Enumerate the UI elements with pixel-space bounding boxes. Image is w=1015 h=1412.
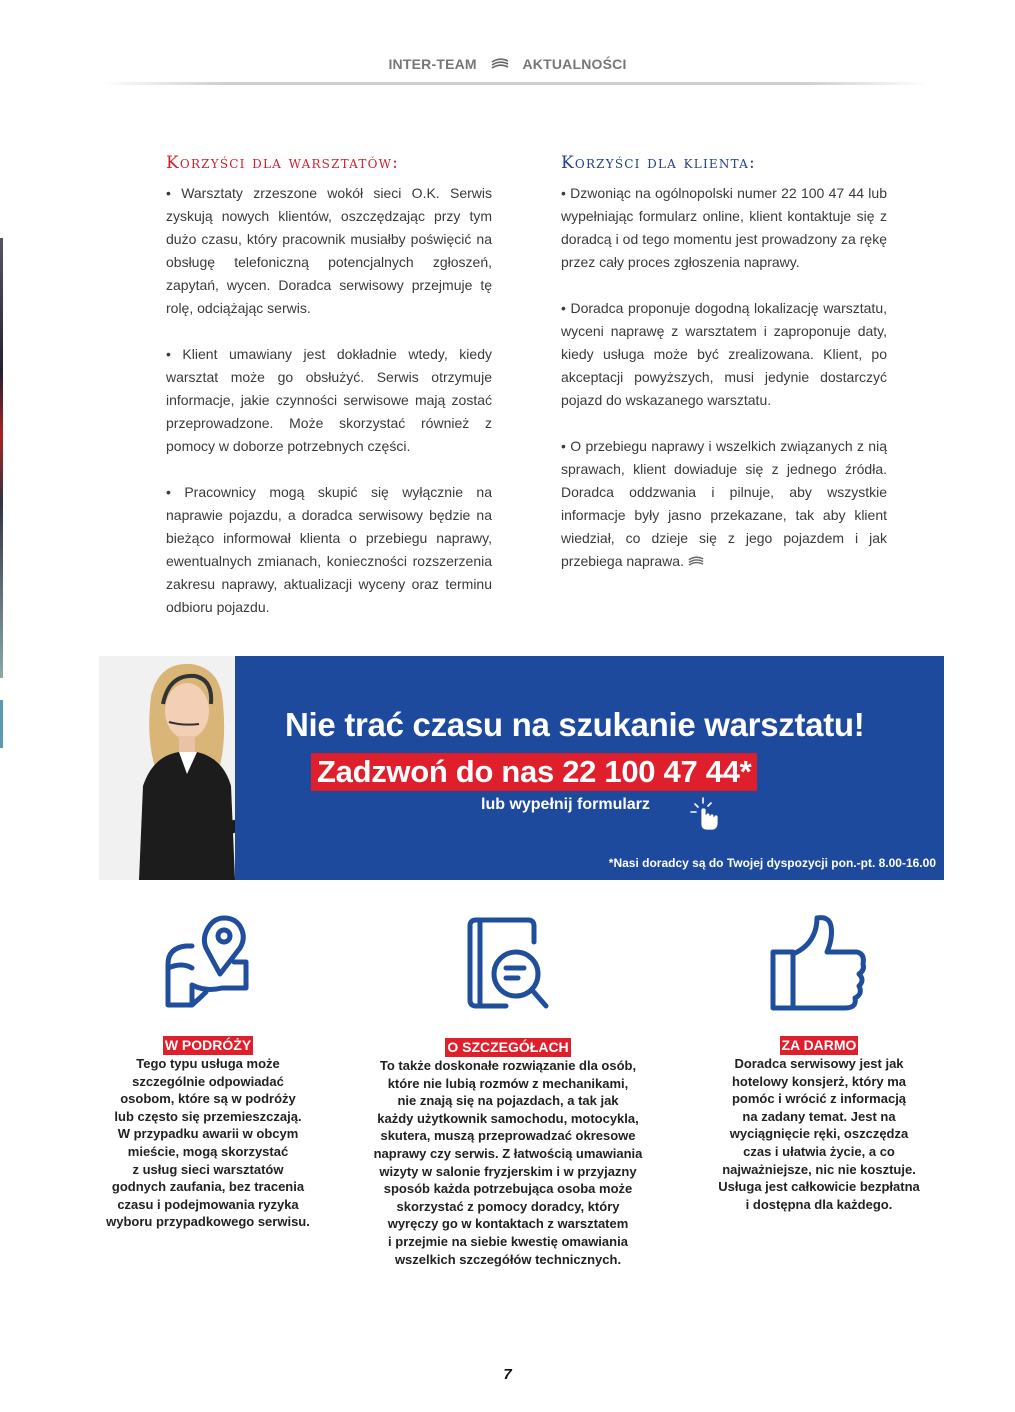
- client-benefit-paragraph: • O przebiegu naprawy i wszelkich związanych z nią sprawach, klient dowiaduje się z jednego źródła. Doradca oddzwania i pilnuje, aby wszystkie informacje były jasno przekazane, tak aby klient wiedział, co dzieje się z jego pojazdem i jak przebiega naprawa.: [561, 438, 887, 569]
- inter-team-logo-icon: [491, 58, 509, 70]
- header-brand: INTER-TEAM: [388, 56, 477, 72]
- call-banner[interactable]: [99, 656, 944, 880]
- workshop-benefit-paragraph: • Klient umawiany jest dokładnie wtedy, kiedy warsztat może go obsłużyć. Serwis otrzymuje informacje, jakie czynności serwisowe mają zostać przeprowadzone. Może skorzystać również z pomocy w doborze potrzebnych części.: [166, 346, 492, 454]
- banner-headline: Nie trać czasu na szukanie warsztatu!: [285, 706, 865, 743]
- header-section: AKTUALNOŚCI: [522, 56, 627, 72]
- feature-free: [669, 910, 969, 1213]
- feature-details: [358, 910, 658, 1268]
- page-number: 7: [503, 1366, 512, 1383]
- feature-label: O SZCZEGÓŁACH: [447, 1039, 569, 1055]
- inter-team-logo-icon: [688, 556, 704, 567]
- client-benefits-title: Korzyści dla klienta:: [561, 153, 756, 173]
- feature-travel: [58, 910, 358, 1231]
- edge-strip-lower: [0, 700, 3, 748]
- workshop-benefit-paragraph: • Warsztaty zrzeszone wokół sieci O.K. Serwis zyskują nowych klientów, oszczędzając przy tym dużo czasu, który pracownik musiałby poświęcić na obsługę telefoniczną potencjalnych zgłoszeń, zapytań, wycen. Doradca serwisowy przejmuje tę rolę, odciążając serwis.: [166, 185, 492, 316]
- banner-hours-note: *Nasi doradcy są do Twojej dyspozycji pon.-pt. 8.00-16.00: [608, 856, 936, 870]
- feature-label: ZA DARMO: [781, 1037, 857, 1053]
- map-pin-icon: [158, 910, 258, 1010]
- document-search-icon: [458, 910, 558, 1014]
- client-benefit-paragraph: • Dzwoniąc na ogólnopolski numer 22 100 47 44 lub wypełniając formularz online, klient kontaktuje się z doradcą i od tego momentu jest prowadzony za rękę przez cały proces zgłoszenia naprawy.: [561, 185, 887, 270]
- page-header: [0, 56, 1015, 72]
- pointer-hand-icon: [687, 796, 721, 832]
- client-benefits-column: [561, 150, 887, 596]
- consultant-photo: [99, 656, 235, 880]
- banner-form-link[interactable]: lub wypełnij formularz: [481, 796, 650, 813]
- feature-description: To także doskonałe rozwiązanie dla osób, które nie lubią rozmów z mechanikami, nie znają się na pojazdach, a tak jak każdy użytkownik samochodu, motocykla, skutera, muszą przeprowadzać okresowe naprawy czy serwis. Z łatwością umawiania wizyty w salonie fryzjerskim i w przyjazny sposób każda potrzebująca osoba może skorzystać z pomocy doradcy, który wyręczy go w kontaktach z warsztatem i przejmie na siebie kwestię omawiania wszelkich szczegółów technicznych.: [373, 1058, 643, 1267]
- client-benefit-paragraph: • Doradca proponuje dogodną lokalizację warsztatu, wyceni naprawę z warsztatem i zaproponuje daty, kiedy usługa może być zrealizowana. Klient, po akceptacji powyższych, musi jedynie dostarczyć pojazd do wskazanego warsztatu.: [561, 300, 887, 408]
- feature-description: Doradca serwisowy jest jak hotelowy konsjerż, który ma pomóc i wrócić z informacją na zadany temat. Jest na wyciągnięcie ręki, oszczędza czas i ułatwia życie, a co najważniejsze, nic nie kosztuje. Usługa jest całkowicie bezpłatna i dostępna dla każdego.: [718, 1056, 920, 1212]
- workshop-benefit-paragraph: • Pracownicy mogą skupić się wyłącznie na naprawie pojazdu, a doradca serwisowy będzie na bieżąco informował klienta o przebiegu naprawy, ewentualnych zmianach, konieczności rozszerzenia zakresu naprawy, aktualizacji wyceny oraz terminu odbioru pojazdu.: [166, 484, 492, 615]
- edge-strip: [0, 238, 3, 678]
- banner-phone-cta[interactable]: Zadzwoń do nas 22 100 47 44*: [311, 753, 757, 791]
- feature-description: Tego typu usługa może szczególnie odpowiadać osobom, które są w podróży lub często się przemieszczają. W przypadku awarii w obcym mieście, mogą skorzystać z usług sieci warsztatów godnych zaufania, bez tracenia czasu i podejmowania ryzyka wyboru przypadkowego serwisu.: [106, 1056, 310, 1230]
- header-divider: [100, 82, 930, 85]
- workshop-benefits-column: [166, 150, 492, 642]
- feature-label: W PODRÓŻY: [164, 1037, 252, 1053]
- workshop-benefits-title: Korzyści dla warsztatów:: [166, 153, 400, 173]
- thumbs-up-icon: [767, 910, 871, 1014]
